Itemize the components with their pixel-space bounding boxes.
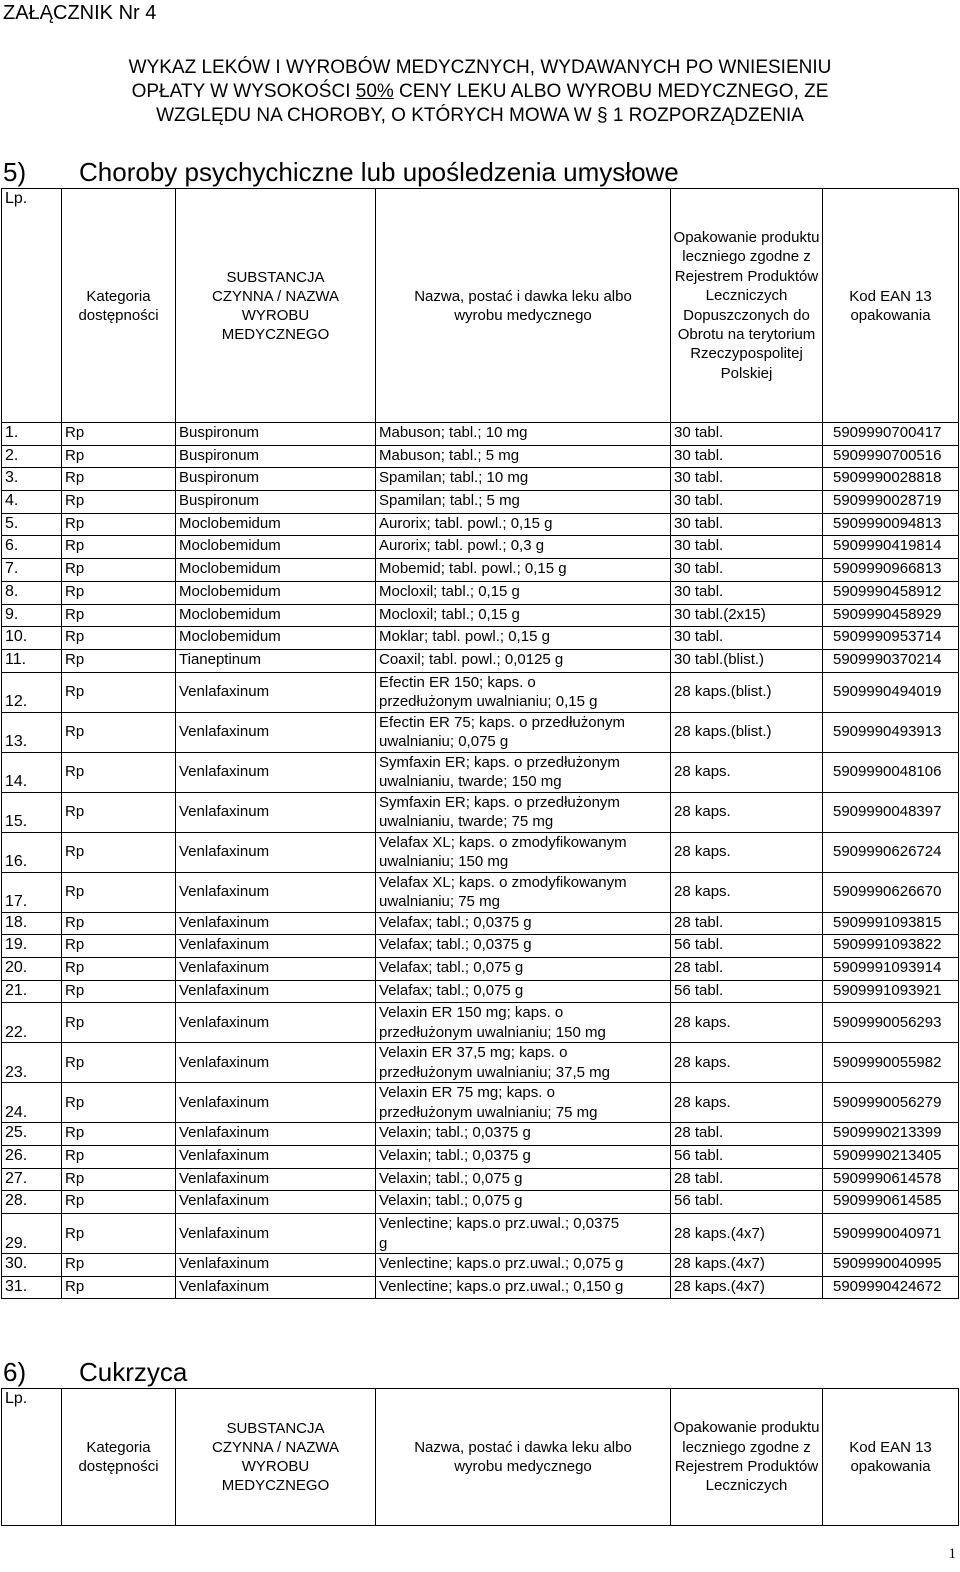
- row-lp: 4.: [2, 491, 62, 514]
- row-name: Velaxin; tabl.; 0,075 g: [376, 1191, 671, 1214]
- table-row: [2, 1003, 959, 1043]
- table-row: [2, 1146, 959, 1169]
- row-name: Aurorix; tabl. powl.; 0,15 g: [376, 513, 671, 536]
- row-substance: Moclobemidum: [176, 513, 376, 536]
- column-header-substance: SUBSTANCJA CZYNNA / NAZWA WYROBU MEDYCZNEGO: [176, 1389, 376, 1526]
- row-package: 28 kaps.(4x7): [671, 1254, 823, 1277]
- row-category: Rp: [62, 581, 176, 604]
- row-name: Aurorix; tabl. powl.; 0,3 g: [376, 536, 671, 559]
- row-name: Spamilan; tabl.; 10 mg: [376, 468, 671, 491]
- row-lp: 22.: [2, 1003, 62, 1043]
- row-package: 28 kaps.: [671, 1043, 823, 1083]
- row-category: Rp: [62, 872, 176, 912]
- row-ean: 5909990419814: [823, 536, 959, 559]
- row-lp: 21.: [2, 980, 62, 1003]
- row-ean: 5909990213399: [823, 1123, 959, 1146]
- table-row: [2, 957, 959, 980]
- row-substance: Venlafaxinum: [176, 935, 376, 958]
- table-row: [2, 1214, 959, 1254]
- row-lp: 30.: [2, 1254, 62, 1277]
- row-category: Rp: [62, 1191, 176, 1214]
- row-name: Venlectine; kaps.o prz.uwal.; 0,150 g: [376, 1276, 671, 1299]
- table-row: [2, 872, 959, 912]
- row-lp: 7.: [2, 559, 62, 582]
- row-substance: Venlafaxinum: [176, 1123, 376, 1146]
- row-substance: Venlafaxinum: [176, 957, 376, 980]
- row-substance: Venlafaxinum: [176, 1276, 376, 1299]
- row-package: 28 tabl.: [671, 957, 823, 980]
- row-ean: 5909991093815: [823, 912, 959, 935]
- row-name-line-1: Velaxin ER 150 mg; kaps. o: [379, 1004, 564, 1022]
- row-ean: 5909990040995: [823, 1254, 959, 1277]
- annex-title: ZAŁĄCZNIK Nr 4: [3, 2, 157, 24]
- row-package: 30 tabl.(blist.): [671, 649, 823, 672]
- row-category: Rp: [62, 957, 176, 980]
- row-ean: 5909990614578: [823, 1168, 959, 1191]
- row-ean: 5909990048106: [823, 752, 959, 792]
- table-row: [2, 559, 959, 582]
- row-name: [376, 1043, 671, 1083]
- row-category: Rp: [62, 672, 176, 712]
- row-substance: Buspironum: [176, 423, 376, 446]
- row-ean: 5909990028719: [823, 491, 959, 514]
- row-package: 56 tabl.: [671, 980, 823, 1003]
- row-package: 28 kaps.: [671, 1003, 823, 1043]
- row-package: 28 kaps.: [671, 752, 823, 792]
- row-package: 28 tabl.: [671, 1123, 823, 1146]
- column-header-ean: Kod EAN 13 opakowania: [823, 189, 959, 423]
- row-ean: 5909990614585: [823, 1191, 959, 1214]
- row-lp: 17.: [2, 872, 62, 912]
- row-category: Rp: [62, 1168, 176, 1191]
- table-row: [2, 581, 959, 604]
- row-category: Rp: [62, 912, 176, 935]
- row-name-line-2: przedłużonym uwalnianiu; 150 mg: [379, 1023, 606, 1041]
- table-row: [2, 468, 959, 491]
- row-package: 56 tabl.: [671, 1146, 823, 1169]
- row-ean: 5909990094813: [823, 513, 959, 536]
- row-name: Velafax; tabl.; 0,075 g: [376, 980, 671, 1003]
- row-lp: 1.: [2, 423, 62, 446]
- row-substance: Moclobemidum: [176, 581, 376, 604]
- table-row: [2, 832, 959, 872]
- row-package: 30 tabl.: [671, 536, 823, 559]
- row-ean: 5909990424672: [823, 1276, 959, 1299]
- row-category: Rp: [62, 935, 176, 958]
- row-lp: 8.: [2, 581, 62, 604]
- row-category: Rp: [62, 423, 176, 446]
- row-package: 28 kaps.(blist.): [671, 672, 823, 712]
- row-package: 30 tabl.: [671, 491, 823, 514]
- row-lp: 31.: [2, 1276, 62, 1299]
- row-substance: Venlafaxinum: [176, 912, 376, 935]
- table-row: [2, 912, 959, 935]
- row-lp: 13.: [2, 712, 62, 752]
- row-name-line-1: Velafax XL; kaps. o zmodyfikowanym: [379, 833, 627, 851]
- row-lp: 10.: [2, 627, 62, 650]
- row-name: Mocloxil; tabl.; 0,15 g: [376, 604, 671, 627]
- row-name-line-1: Velaxin ER 75 mg; kaps. o: [379, 1084, 555, 1102]
- row-lp: 24.: [2, 1083, 62, 1123]
- column-header-category: Kategoria dostępności: [62, 189, 176, 423]
- row-substance: Venlafaxinum: [176, 872, 376, 912]
- row-category: Rp: [62, 559, 176, 582]
- row-name: [376, 672, 671, 712]
- table-row: [2, 627, 959, 650]
- row-category: Rp: [62, 1276, 176, 1299]
- row-ean: 5909990494019: [823, 672, 959, 712]
- table-row: [2, 1083, 959, 1123]
- table-row: [2, 1123, 959, 1146]
- row-lp: 25.: [2, 1123, 62, 1146]
- row-name: Mocloxil; tabl.; 0,15 g: [376, 581, 671, 604]
- row-package: 28 kaps.: [671, 832, 823, 872]
- section-6-title: [3, 1357, 187, 1388]
- row-category: Rp: [62, 792, 176, 832]
- row-substance: Buspironum: [176, 468, 376, 491]
- row-category: Rp: [62, 1214, 176, 1254]
- row-ean: 5909990056279: [823, 1083, 959, 1123]
- column-header-substance: SUBSTANCJA CZYNNA / NAZWA WYROBU MEDYCZNEGO: [176, 189, 376, 423]
- section-5-table: [1, 188, 959, 1299]
- row-lp: 11.: [2, 649, 62, 672]
- heading-line-1: WYKAZ LEKÓW I WYROBÓW MEDYCZNYCH, WYDAWANYCH PO WNIESIENIU: [128, 57, 832, 78]
- row-name-line-2: przedłużonym uwalnianiu; 0,15 g: [379, 693, 598, 711]
- row-ean: 5909990966813: [823, 559, 959, 582]
- row-ean: 5909990213405: [823, 1146, 959, 1169]
- row-package: 28 tabl.: [671, 1168, 823, 1191]
- row-name: [376, 752, 671, 792]
- row-substance: Moclobemidum: [176, 559, 376, 582]
- row-ean: 5909990028818: [823, 468, 959, 491]
- table-row: [2, 712, 959, 752]
- column-header-name: Nazwa, postać i dawka leku albo wyrobu medycznego: [376, 1389, 671, 1526]
- row-lp: 28.: [2, 1191, 62, 1214]
- row-name: Velafax; tabl.; 0,0375 g: [376, 912, 671, 935]
- table-row: [2, 536, 959, 559]
- section-5-name: Choroby psychychiczne lub upośledzenia umysłowe: [79, 157, 679, 187]
- row-name: Velafax; tabl.; 0,0375 g: [376, 935, 671, 958]
- table-row: [2, 980, 959, 1003]
- row-category: Rp: [62, 832, 176, 872]
- row-package: 30 tabl.: [671, 513, 823, 536]
- row-name: [376, 832, 671, 872]
- row-ean: 5909990700516: [823, 445, 959, 468]
- row-ean: 5909990953714: [823, 627, 959, 650]
- row-substance: Buspironum: [176, 491, 376, 514]
- table-row: [2, 672, 959, 712]
- row-substance: Venlafaxinum: [176, 1043, 376, 1083]
- row-category: Rp: [62, 468, 176, 491]
- section-5-table-body: [2, 423, 959, 1299]
- table-row: [2, 1168, 959, 1191]
- row-lp: 18.: [2, 912, 62, 935]
- row-package: 30 tabl.: [671, 559, 823, 582]
- row-substance: Moclobemidum: [176, 536, 376, 559]
- row-name-line-1: Venlectine; kaps.o prz.uwal.; 0,0375: [379, 1215, 620, 1233]
- row-lp: 5.: [2, 513, 62, 536]
- row-ean: 5909990458912: [823, 581, 959, 604]
- row-package: 30 tabl.: [671, 581, 823, 604]
- row-ean: 5909990370214: [823, 649, 959, 672]
- table-header-row: [2, 189, 959, 423]
- column-header-package: Opakowanie produktu leczniego zgodne z Rejestrem Produktów Leczniczych: [671, 1389, 823, 1526]
- row-lp: 27.: [2, 1168, 62, 1191]
- row-substance: Venlafaxinum: [176, 1146, 376, 1169]
- row-package: 30 tabl.: [671, 423, 823, 446]
- table-row: [2, 1043, 959, 1083]
- row-name: Mobemid; tabl. powl.; 0,15 g: [376, 559, 671, 582]
- table-row: [2, 1276, 959, 1299]
- table-header-row: [2, 1389, 959, 1526]
- row-ean: 5909990458929: [823, 604, 959, 627]
- row-substance: Venlafaxinum: [176, 712, 376, 752]
- row-name: Mabuson; tabl.; 10 mg: [376, 423, 671, 446]
- row-name: Velaxin; tabl.; 0,075 g: [376, 1168, 671, 1191]
- row-substance: Venlafaxinum: [176, 832, 376, 872]
- table-row: [2, 445, 959, 468]
- row-package: 28 kaps.(4x7): [671, 1276, 823, 1299]
- row-substance: Tianeptinum: [176, 649, 376, 672]
- row-category: Rp: [62, 491, 176, 514]
- row-lp: 3.: [2, 468, 62, 491]
- row-substance: Venlafaxinum: [176, 1254, 376, 1277]
- row-category: Rp: [62, 712, 176, 752]
- row-name: Venlectine; kaps.o prz.uwal.; 0,075 g: [376, 1254, 671, 1277]
- row-ean: 5909991093822: [823, 935, 959, 958]
- column-header-lp: Lp.: [2, 189, 62, 423]
- row-lp: 12.: [2, 672, 62, 712]
- table-row: [2, 752, 959, 792]
- row-lp: 9.: [2, 604, 62, 627]
- section-6-number: 6): [3, 1357, 27, 1387]
- row-package: 28 kaps.(4x7): [671, 1214, 823, 1254]
- table-row: [2, 423, 959, 446]
- row-lp: 15.: [2, 792, 62, 832]
- row-package: 30 tabl.: [671, 445, 823, 468]
- heading-percentage: 50%: [355, 81, 394, 102]
- row-name: Velaxin; tabl.; 0,0375 g: [376, 1123, 671, 1146]
- row-category: Rp: [62, 649, 176, 672]
- row-name: Velafax; tabl.; 0,075 g: [376, 957, 671, 980]
- table-row: [2, 1191, 959, 1214]
- row-lp: 2.: [2, 445, 62, 468]
- row-category: Rp: [62, 1123, 176, 1146]
- heading-line-2-start: OPŁATY W WYSOKOŚCI: [131, 81, 356, 102]
- row-name: Coaxil; tabl. powl.; 0,0125 g: [376, 649, 671, 672]
- row-name: Mabuson; tabl.; 5 mg: [376, 445, 671, 468]
- row-category: Rp: [62, 1146, 176, 1169]
- row-name-line-1: Symfaxin ER; kaps. o przedłużonym: [379, 793, 620, 811]
- row-lp: 23.: [2, 1043, 62, 1083]
- section-5-title: [3, 157, 679, 188]
- row-name: [376, 792, 671, 832]
- row-substance: Moclobemidum: [176, 627, 376, 650]
- page-number: 1: [948, 1546, 956, 1562]
- table-row: [2, 491, 959, 514]
- row-ean: 5909990040971: [823, 1214, 959, 1254]
- row-lp: 20.: [2, 957, 62, 980]
- document-heading: [0, 56, 960, 128]
- row-name-line-2: przedłużonym uwalnianiu; 75 mg: [379, 1103, 598, 1121]
- row-ean: 5909990626724: [823, 832, 959, 872]
- column-header-package: Opakowanie produktu leczniego zgodne z Rejestrem Produktów Leczniczych Dopuszczonych do Obrotu na terytorium Rzeczypospolitej Polskiej: [671, 189, 823, 423]
- row-name: Spamilan; tabl.; 5 mg: [376, 491, 671, 514]
- column-header-ean: Kod EAN 13 opakowania: [823, 1389, 959, 1526]
- row-category: Rp: [62, 513, 176, 536]
- row-ean: 5909990626670: [823, 872, 959, 912]
- row-name: Velaxin; tabl.; 0,0375 g: [376, 1146, 671, 1169]
- row-category: Rp: [62, 445, 176, 468]
- table-row: [2, 604, 959, 627]
- row-name: [376, 1083, 671, 1123]
- row-category: Rp: [62, 536, 176, 559]
- row-substance: Buspironum: [176, 445, 376, 468]
- row-substance: Venlafaxinum: [176, 980, 376, 1003]
- heading-line-2-end: CENY LEKU ALBO WYROBU MEDYCZNEGO, ZE: [393, 81, 829, 102]
- row-substance: Venlafaxinum: [176, 1168, 376, 1191]
- row-ean: 5909990493913: [823, 712, 959, 752]
- row-substance: Venlafaxinum: [176, 672, 376, 712]
- row-name: [376, 712, 671, 752]
- row-name: [376, 872, 671, 912]
- row-ean: 5909990700417: [823, 423, 959, 446]
- row-package: 28 kaps.: [671, 792, 823, 832]
- heading-line-3: WZGLĘDU NA CHOROBY, O KTÓRYCH MOWA W § 1 ROZPORZĄDZENIA: [156, 105, 804, 126]
- row-package: 28 kaps.(blist.): [671, 712, 823, 752]
- row-name-line-2: uwalnianiu; 75 mg: [379, 893, 500, 911]
- row-lp: 16.: [2, 832, 62, 872]
- row-category: Rp: [62, 604, 176, 627]
- row-lp: 26.: [2, 1146, 62, 1169]
- row-package: 30 tabl.: [671, 468, 823, 491]
- column-header-category: Kategoria dostępności: [62, 1389, 176, 1526]
- row-name-line-2: uwalnianiu; 150 mg: [379, 853, 509, 871]
- row-category: Rp: [62, 627, 176, 650]
- row-category: Rp: [62, 1083, 176, 1123]
- column-header-lp: Lp.: [2, 1389, 62, 1526]
- row-substance: Venlafaxinum: [176, 1191, 376, 1214]
- row-ean: 5909991093914: [823, 957, 959, 980]
- row-lp: 19.: [2, 935, 62, 958]
- row-package: 28 tabl.: [671, 912, 823, 935]
- row-name: [376, 1003, 671, 1043]
- row-substance: Venlafaxinum: [176, 1003, 376, 1043]
- row-substance: Moclobemidum: [176, 604, 376, 627]
- row-name-line-1: Velafax XL; kaps. o zmodyfikowanym: [379, 873, 627, 891]
- row-lp: 14.: [2, 752, 62, 792]
- row-substance: Venlafaxinum: [176, 792, 376, 832]
- row-package: 30 tabl.(2x15): [671, 604, 823, 627]
- row-category: Rp: [62, 1043, 176, 1083]
- table-row: [2, 1254, 959, 1277]
- row-category: Rp: [62, 752, 176, 792]
- section-5-number: 5): [3, 157, 27, 187]
- row-category: Rp: [62, 980, 176, 1003]
- row-package: 28 kaps.: [671, 1083, 823, 1123]
- row-ean: 5909991093921: [823, 980, 959, 1003]
- row-substance: Venlafaxinum: [176, 1083, 376, 1123]
- row-package: 30 tabl.: [671, 627, 823, 650]
- table-row: [2, 513, 959, 536]
- row-ean: 5909990056293: [823, 1003, 959, 1043]
- section-6-table: [1, 1388, 959, 1526]
- row-name-line-2: uwalnianiu, twarde; 75 mg: [379, 813, 554, 831]
- row-name-line-2: przedłużonym uwalnianiu; 37,5 mg: [379, 1063, 610, 1081]
- row-ean: 5909990048397: [823, 792, 959, 832]
- row-lp: 6.: [2, 536, 62, 559]
- row-name-line-2: uwalnianiu, twarde; 150 mg: [379, 773, 562, 791]
- row-name-line-1: Efectin ER 150; kaps. o: [379, 673, 536, 691]
- row-name-line-2: g: [379, 1234, 388, 1252]
- row-name: Moklar; tabl. powl.; 0,15 g: [376, 627, 671, 650]
- row-package: 56 tabl.: [671, 935, 823, 958]
- row-substance: Venlafaxinum: [176, 752, 376, 792]
- table-row: [2, 935, 959, 958]
- row-name-line-1: Symfaxin ER; kaps. o przedłużonym: [379, 753, 620, 771]
- column-header-name: Nazwa, postać i dawka leku albo wyrobu medycznego: [376, 189, 671, 423]
- row-name: [376, 1214, 671, 1254]
- heading-line-2: [0, 80, 960, 104]
- row-substance: Venlafaxinum: [176, 1214, 376, 1254]
- row-ean: 5909990055982: [823, 1043, 959, 1083]
- table-row: [2, 649, 959, 672]
- row-name-line-1: Efectin ER 75; kaps. o przedłużonym: [379, 713, 625, 731]
- row-category: Rp: [62, 1254, 176, 1277]
- table-row: [2, 792, 959, 832]
- row-package: 56 tabl.: [671, 1191, 823, 1214]
- row-name-line-2: uwalnianiu; 0,075 g: [379, 733, 509, 751]
- row-category: Rp: [62, 1003, 176, 1043]
- section-6-name: Cukrzyca: [79, 1357, 188, 1387]
- row-package: 28 kaps.: [671, 872, 823, 912]
- row-lp: 29.: [2, 1214, 62, 1254]
- row-name-line-1: Velaxin ER 37,5 mg; kaps. o: [379, 1044, 568, 1062]
